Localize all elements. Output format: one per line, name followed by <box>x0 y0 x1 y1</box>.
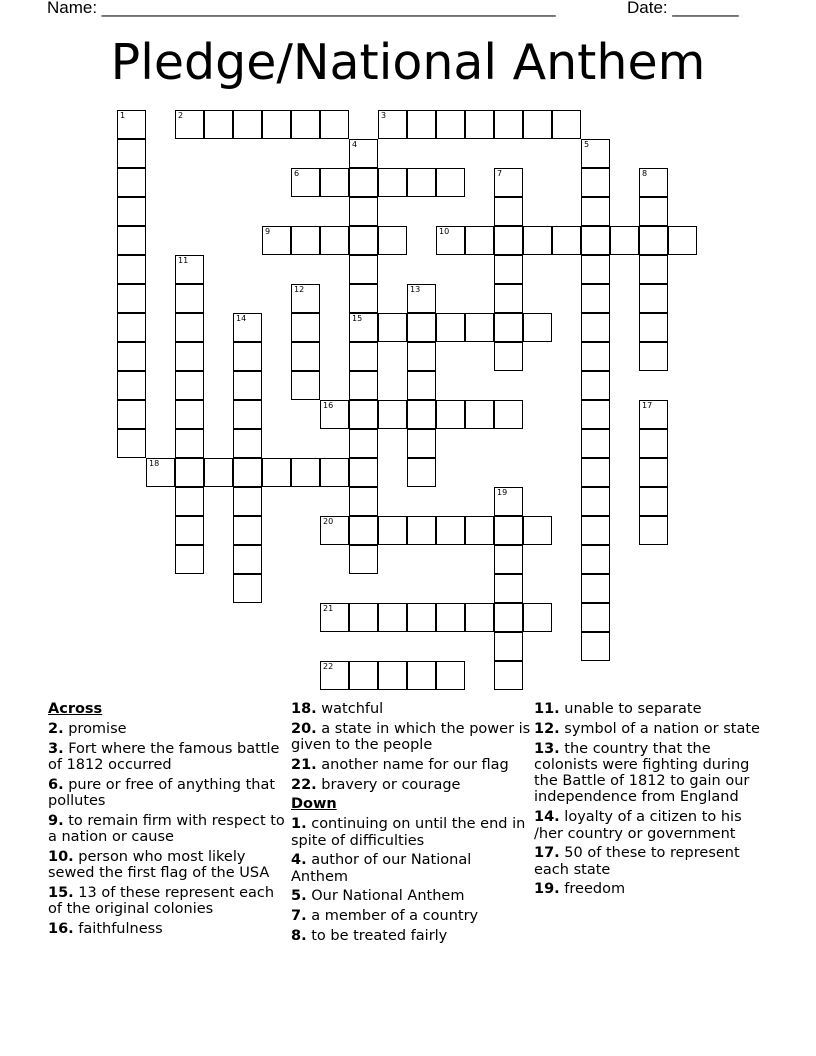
grid-cell[interactable] <box>175 487 204 516</box>
grid-cell[interactable] <box>581 632 610 661</box>
grid-cell[interactable] <box>175 313 204 342</box>
grid-cell[interactable] <box>494 661 523 690</box>
clue-number: 13 <box>410 285 421 294</box>
grid-cell[interactable] <box>581 603 610 632</box>
clue-num: 10. <box>48 848 74 865</box>
clue-num: 16. <box>48 921 74 938</box>
clue-number: 21 <box>323 604 334 613</box>
grid-cell[interactable] <box>117 139 146 168</box>
grid-cell[interactable] <box>465 313 494 342</box>
clue-text: to remain firm with respect to a nation or cause <box>48 812 285 846</box>
clue-text: continuing on until the end in spite of difficulties <box>291 816 526 849</box>
clue-num: 3. <box>48 740 64 757</box>
grid-cell[interactable] <box>436 226 465 255</box>
grid-cell[interactable] <box>407 342 436 371</box>
clue-text: freedom <box>564 881 626 898</box>
clue-num: 7. <box>291 908 307 925</box>
grid-cell[interactable] <box>581 516 610 545</box>
clue-number: 12 <box>294 285 305 294</box>
grid-cell[interactable] <box>668 226 697 255</box>
grid-cell[interactable] <box>639 429 668 458</box>
grid-cell[interactable] <box>494 284 523 313</box>
grid-cell[interactable] <box>465 603 494 632</box>
clue-text: bravery or courage <box>321 776 461 793</box>
grid-cell[interactable] <box>233 371 262 400</box>
clue-down <box>534 701 774 717</box>
grid-cell[interactable] <box>523 313 552 342</box>
grid-cell[interactable] <box>639 458 668 487</box>
grid-cell[interactable] <box>175 400 204 429</box>
grid-cell[interactable] <box>639 313 668 342</box>
clue-number: 20 <box>323 517 334 526</box>
grid-cell[interactable] <box>233 458 262 487</box>
clue-text: Fort where the famous battle of 1812 occurred <box>48 740 280 773</box>
grid-cell[interactable] <box>320 168 349 197</box>
grid-cell[interactable] <box>117 429 146 458</box>
grid-cell[interactable] <box>407 516 436 545</box>
grid-cell[interactable] <box>233 342 262 371</box>
grid-cell[interactable] <box>233 545 262 574</box>
clue-number: 5 <box>584 140 590 149</box>
grid-cell[interactable] <box>581 255 610 284</box>
date-field: Date: _______ <box>627 0 739 17</box>
grid-cell[interactable] <box>175 110 204 139</box>
grid-cell[interactable] <box>494 110 523 139</box>
clue-down <box>534 721 774 737</box>
clue-number: 8 <box>642 169 648 178</box>
grid-cell[interactable] <box>320 516 349 545</box>
clue-down <box>534 741 774 806</box>
clue-down <box>534 881 774 897</box>
grid-cell[interactable] <box>581 342 610 371</box>
clue-number: 1 <box>120 111 126 120</box>
grid-cell[interactable] <box>523 226 552 255</box>
grid-cell[interactable] <box>465 226 494 255</box>
grid-cell[interactable] <box>320 458 349 487</box>
clue-num: 20. <box>291 720 317 737</box>
grid-cell[interactable] <box>465 516 494 545</box>
clue-across <box>291 777 531 793</box>
clue-num: 4. <box>291 852 307 869</box>
clue-text: loyalty of a citizen to his /her country or government <box>534 809 742 842</box>
clue-down <box>291 888 531 904</box>
grid-cell[interactable] <box>407 661 436 690</box>
grid-cell[interactable] <box>639 284 668 313</box>
grid-cell[interactable] <box>494 545 523 574</box>
grid-cell[interactable] <box>291 168 320 197</box>
grid-cell[interactable] <box>291 313 320 342</box>
grid-cell[interactable] <box>639 400 668 429</box>
grid-cell[interactable] <box>233 574 262 603</box>
grid-cell[interactable] <box>117 342 146 371</box>
clue-down <box>534 809 774 842</box>
grid-cell[interactable] <box>291 284 320 313</box>
name-field: Name: ________________________________________________ <box>47 0 556 17</box>
grid-cell[interactable] <box>639 255 668 284</box>
clue-num: 21. <box>291 756 317 773</box>
grid-cell[interactable] <box>552 226 581 255</box>
grid-cell[interactable] <box>581 284 610 313</box>
grid-cell[interactable] <box>349 226 378 255</box>
clue-number: 15 <box>352 314 363 323</box>
clue-number: 14 <box>236 314 247 323</box>
grid-cell[interactable] <box>349 313 378 342</box>
clue-text: faithfulness <box>78 921 163 938</box>
grid-cell[interactable] <box>494 342 523 371</box>
grid-cell[interactable] <box>465 400 494 429</box>
clue-text: person who most likely sewed the first flag of the USA <box>48 848 270 882</box>
grid-cell[interactable] <box>117 226 146 255</box>
grid-cell[interactable] <box>494 168 523 197</box>
clue-text: another name for our flag <box>321 756 509 773</box>
grid-cell[interactable] <box>349 139 378 168</box>
grid-cell[interactable] <box>175 371 204 400</box>
grid-cell[interactable] <box>320 110 349 139</box>
clue-num: 12. <box>534 720 560 737</box>
clue-num: 9. <box>48 812 64 829</box>
grid-cell[interactable] <box>378 400 407 429</box>
grid-cell[interactable] <box>349 371 378 400</box>
grid-cell[interactable] <box>581 313 610 342</box>
grid-cell[interactable] <box>378 313 407 342</box>
clue-text: pure or free of anything that pollutes <box>48 776 276 809</box>
clue-text: 13 of these represent each of the original colonies <box>48 884 275 918</box>
grid-cell[interactable] <box>117 400 146 429</box>
grid-cell[interactable] <box>320 226 349 255</box>
clue-number: 4 <box>352 140 358 149</box>
grid-cell[interactable] <box>349 168 378 197</box>
clue-num: 22. <box>291 776 317 793</box>
grid-cell[interactable] <box>494 603 523 632</box>
grid-cell[interactable] <box>407 110 436 139</box>
grid-cell[interactable] <box>436 400 465 429</box>
grid-cell[interactable] <box>581 545 610 574</box>
grid-cell[interactable] <box>291 342 320 371</box>
clue-number: 17 <box>642 401 653 410</box>
grid-cell[interactable] <box>494 400 523 429</box>
grid-cell[interactable] <box>349 603 378 632</box>
grid-cell[interactable] <box>523 603 552 632</box>
grid-cell[interactable] <box>465 110 494 139</box>
grid-cell[interactable] <box>407 400 436 429</box>
clues-column-3 <box>534 701 774 901</box>
grid-cell[interactable] <box>581 400 610 429</box>
grid-cell[interactable] <box>349 400 378 429</box>
clue-num: 19. <box>534 881 560 898</box>
grid-cell[interactable] <box>349 487 378 516</box>
grid-cell[interactable] <box>146 458 175 487</box>
grid-cell[interactable] <box>349 661 378 690</box>
grid-cell[interactable] <box>494 226 523 255</box>
clue-number: 16 <box>323 401 334 410</box>
grid-cell[interactable] <box>349 458 378 487</box>
clue-down <box>534 845 774 878</box>
grid-cell[interactable] <box>407 371 436 400</box>
grid-cell[interactable] <box>436 516 465 545</box>
grid-cell[interactable] <box>204 458 233 487</box>
clue-number: 9 <box>265 227 271 236</box>
clue-across <box>48 849 288 882</box>
grid-cell[interactable] <box>581 458 610 487</box>
clue-num: 5. <box>291 888 307 905</box>
grid-cell[interactable] <box>349 516 378 545</box>
grid-cell[interactable] <box>349 429 378 458</box>
grid-cell[interactable] <box>262 458 291 487</box>
clue-number: 10 <box>439 227 450 236</box>
grid-cell[interactable] <box>436 110 465 139</box>
grid-cell[interactable] <box>175 342 204 371</box>
grid-cell[interactable] <box>117 255 146 284</box>
grid-cell[interactable] <box>581 487 610 516</box>
grid-cell[interactable] <box>407 429 436 458</box>
grid-cell[interactable] <box>581 168 610 197</box>
clue-across <box>291 757 531 773</box>
clue-num: 6. <box>48 776 64 793</box>
clue-number: 3 <box>381 111 387 120</box>
clue-across <box>48 741 288 774</box>
grid-cell[interactable] <box>175 458 204 487</box>
grid-cell[interactable] <box>494 313 523 342</box>
clue-text: the country that the colonists were fighting during the Battle of 1812 to gain our independence from England <box>534 740 750 806</box>
grid-cell[interactable] <box>407 168 436 197</box>
grid-cell[interactable] <box>175 284 204 313</box>
grid-cell[interactable] <box>639 226 668 255</box>
clue-across <box>291 701 531 717</box>
grid-cell[interactable] <box>233 516 262 545</box>
clue-num: 11. <box>534 701 560 717</box>
grid-cell[interactable] <box>581 429 610 458</box>
grid-cell[interactable] <box>581 197 610 226</box>
clue-text: to be treated fairly <box>311 928 448 945</box>
grid-cell[interactable] <box>581 226 610 255</box>
clue-down <box>291 816 531 849</box>
clue-num: 2. <box>48 720 64 737</box>
clue-num: 14. <box>534 809 560 826</box>
clue-text: 50 of these to represent each state <box>534 845 740 878</box>
grid-cell[interactable] <box>349 197 378 226</box>
down-heading: Down <box>291 796 337 813</box>
grid-cell[interactable] <box>233 429 262 458</box>
grid-cell[interactable] <box>494 574 523 603</box>
grid-cell[interactable] <box>523 110 552 139</box>
grid-cell[interactable] <box>436 168 465 197</box>
grid-cell[interactable] <box>291 110 320 139</box>
grid-cell[interactable] <box>581 139 610 168</box>
clue-text: promise <box>68 720 127 737</box>
grid-cell[interactable] <box>436 603 465 632</box>
grid-cell[interactable] <box>494 255 523 284</box>
clue-number: 11 <box>178 256 189 265</box>
clue-text: Our National Anthem <box>311 888 465 905</box>
grid-cell[interactable] <box>436 661 465 690</box>
clues-column-2 <box>291 701 531 948</box>
grid-cell[interactable] <box>378 516 407 545</box>
clue-num: 1. <box>291 816 307 833</box>
clue-text: a member of a country <box>311 908 479 925</box>
grid-cell[interactable] <box>378 110 407 139</box>
grid-cell[interactable] <box>175 545 204 574</box>
grid-cell[interactable] <box>291 458 320 487</box>
clue-text: symbol of a nation or state <box>564 720 760 737</box>
grid-cell[interactable] <box>407 458 436 487</box>
clue-text: unable to separate <box>564 701 702 717</box>
grid-cell[interactable] <box>639 168 668 197</box>
grid-cell[interactable] <box>291 371 320 400</box>
clue-number: 6 <box>294 169 300 178</box>
clue-num: 13. <box>534 740 560 757</box>
grid-cell[interactable] <box>175 516 204 545</box>
clue-text: watchful <box>321 701 384 717</box>
grid-cell[interactable] <box>233 400 262 429</box>
clue-across <box>48 777 288 810</box>
grid-cell[interactable] <box>610 226 639 255</box>
clue-number: 2 <box>178 111 184 120</box>
clue-down <box>291 852 531 885</box>
grid-cell[interactable] <box>233 487 262 516</box>
grid-cell[interactable] <box>523 516 552 545</box>
grid-cell[interactable] <box>175 429 204 458</box>
grid-cell[interactable] <box>175 255 204 284</box>
grid-cell[interactable] <box>378 603 407 632</box>
grid-cell[interactable] <box>117 284 146 313</box>
grid-cell[interactable] <box>117 313 146 342</box>
grid-cell[interactable] <box>436 313 465 342</box>
clue-number: 19 <box>497 488 508 497</box>
grid-cell[interactable] <box>494 632 523 661</box>
clue-across <box>48 721 288 737</box>
clue-number: 18 <box>149 459 160 468</box>
grid-cell[interactable] <box>581 371 610 400</box>
grid-cell[interactable] <box>494 516 523 545</box>
grid-cell[interactable] <box>349 342 378 371</box>
grid-cell[interactable] <box>639 487 668 516</box>
grid-cell[interactable] <box>262 226 291 255</box>
clue-number: 22 <box>323 662 334 671</box>
grid-cell[interactable] <box>581 574 610 603</box>
clue-down <box>291 928 531 944</box>
grid-cell[interactable] <box>320 661 349 690</box>
clue-across <box>48 885 288 918</box>
grid-cell[interactable] <box>233 110 262 139</box>
grid-cell[interactable] <box>639 197 668 226</box>
grid-cell[interactable] <box>407 603 436 632</box>
clue-across <box>48 921 288 937</box>
grid-cell[interactable] <box>552 110 581 139</box>
clue-num: 18. <box>291 701 317 717</box>
clue-across <box>48 813 288 846</box>
clue-num: 8. <box>291 928 307 945</box>
clue-num: 17. <box>534 845 560 862</box>
clues-column-1 <box>48 701 288 941</box>
grid-cell[interactable] <box>349 255 378 284</box>
clue-num: 15. <box>48 884 74 901</box>
grid-cell[interactable] <box>117 371 146 400</box>
grid-cell[interactable] <box>378 168 407 197</box>
grid-cell[interactable] <box>349 545 378 574</box>
grid-cell[interactable] <box>233 313 262 342</box>
page-title: Pledge/National Anthem <box>110 34 706 91</box>
clue-text: a state in which the power is given to the people <box>291 720 531 754</box>
grid-cell[interactable] <box>262 110 291 139</box>
grid-cell[interactable] <box>320 603 349 632</box>
grid-cell[interactable] <box>291 226 320 255</box>
grid-cell[interactable] <box>349 284 378 313</box>
grid-cell[interactable] <box>117 168 146 197</box>
grid-cell[interactable] <box>639 342 668 371</box>
clue-number: 7 <box>497 169 503 178</box>
clue-text: author of our National Anthem <box>291 852 472 885</box>
grid-cell[interactable] <box>494 487 523 516</box>
across-heading: Across <box>48 701 103 717</box>
clue-across <box>291 721 531 754</box>
grid-cell[interactable] <box>378 226 407 255</box>
grid-cell[interactable] <box>204 110 233 139</box>
grid-cell[interactable] <box>407 313 436 342</box>
grid-cell[interactable] <box>117 110 146 139</box>
clue-down <box>291 908 531 924</box>
grid-cell[interactable] <box>378 661 407 690</box>
grid-cell[interactable] <box>494 197 523 226</box>
grid-cell[interactable] <box>639 516 668 545</box>
grid-cell[interactable] <box>320 400 349 429</box>
grid-cell[interactable] <box>407 284 436 313</box>
grid-cell[interactable] <box>117 197 146 226</box>
